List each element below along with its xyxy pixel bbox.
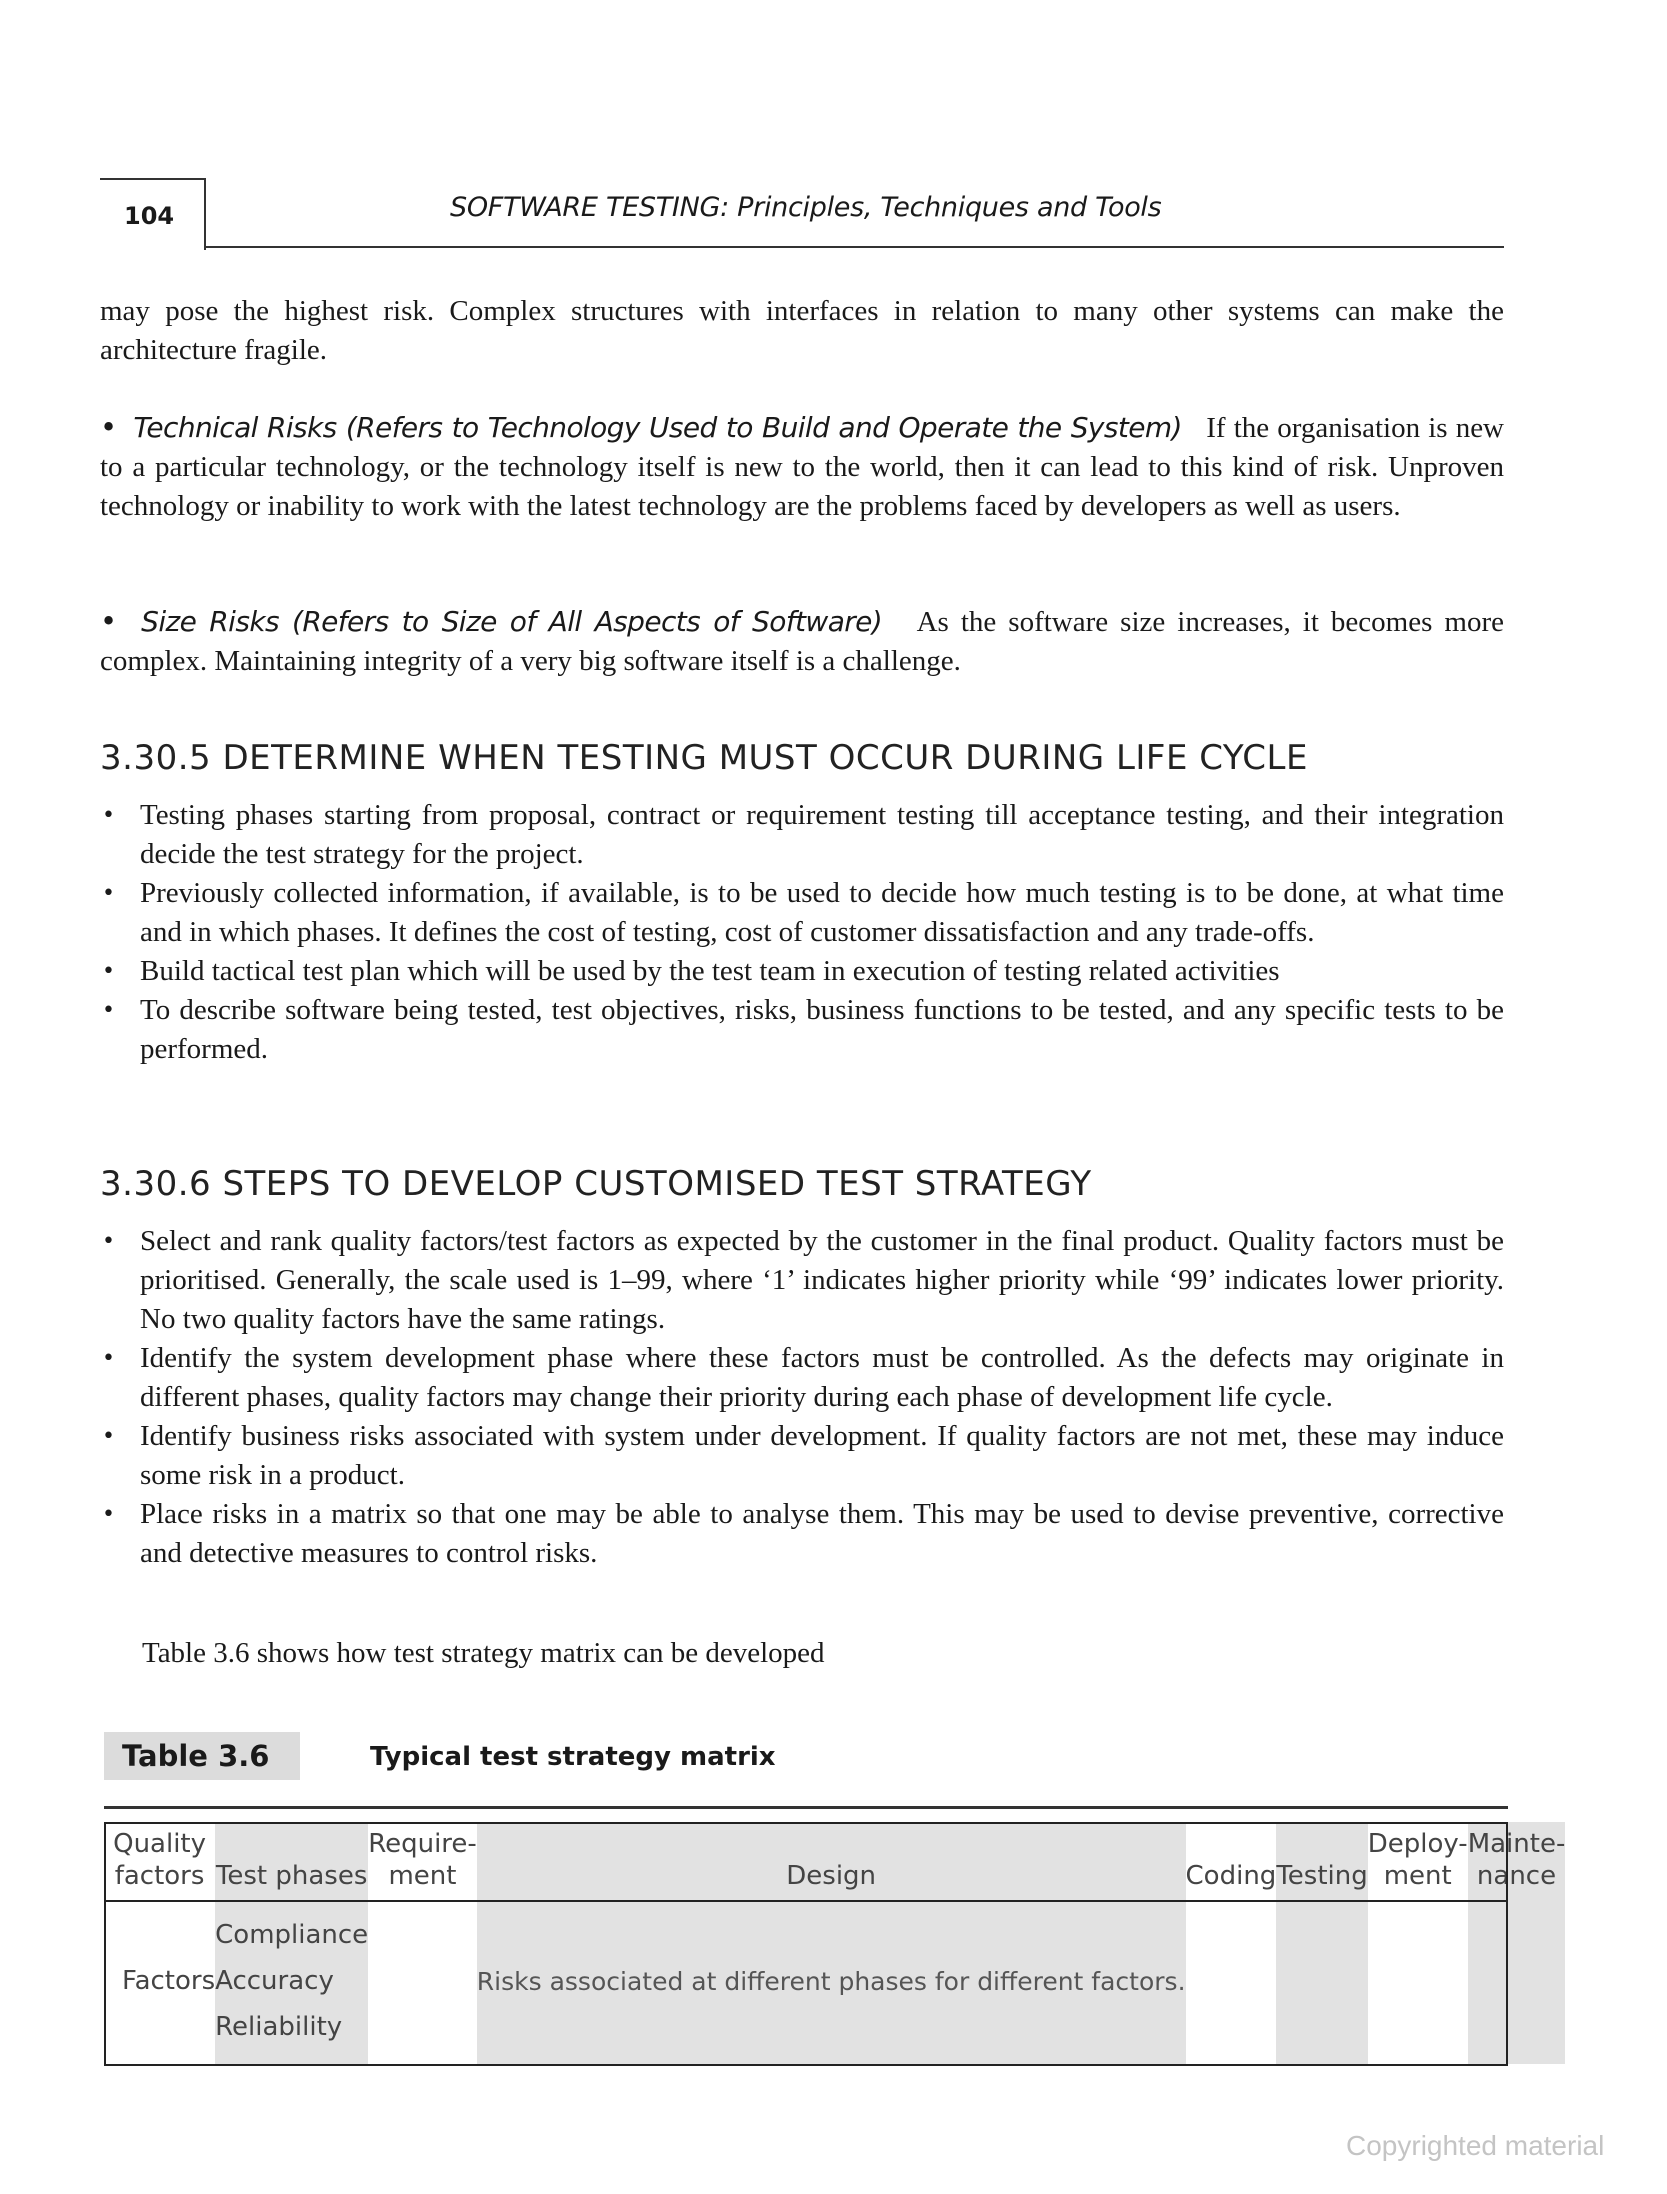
table-label: Table 3.6 xyxy=(104,1732,300,1780)
risk-item-text: As the software size increases, it becomes more complex. Maintaining integrity of a very big software itself is a challenge. xyxy=(100,606,1504,677)
section-heading-3-30-6: 3.30.6 STEPS TO DEVELOP CUSTOMISED TEST STRATEGY xyxy=(100,1164,1092,1204)
risk-item-heading: Size Risks (Refers to Size of All Aspects of Software) xyxy=(141,605,883,638)
list-item: • To describe software being tested, test objectives, risks, business functions to be tested, and any specific tests to be performed. xyxy=(100,991,1504,1069)
table-header-row xyxy=(104,1822,1565,1898)
risk-item-technical xyxy=(100,408,1504,526)
bullet-icon: • xyxy=(100,604,118,638)
page-number-box xyxy=(100,178,206,250)
header-requirement: Require- ment xyxy=(368,1829,477,1891)
intro-paragraph: may pose the highest risk. Complex structures with interfaces in relation to many other systems can make the architecture fragile. xyxy=(100,295,1504,366)
header-test-phases: Test phases xyxy=(215,1822,368,1898)
list-item: • Previously collected information, if available, is to be used to decide how much testing is to be done, at what time and in which phases. It defines the cost of testing, cost of customer dissatisfaction and any trade-offs. xyxy=(100,874,1504,952)
risk-item-heading: Technical Risks (Refers to Technology Used to Build and Operate the System) xyxy=(133,411,1182,444)
header-testing: Testing xyxy=(1276,1822,1367,1898)
phase-item: Reliability xyxy=(215,2012,343,2042)
table-title: Typical test strategy matrix xyxy=(370,1742,776,1772)
cell-deployment xyxy=(1368,1898,1468,2064)
list-item: • Testing phases starting from proposal, contract or requirement testing till acceptance testing, and their integration decide the test strategy for the project. xyxy=(100,796,1504,874)
cell-testing xyxy=(1276,1898,1367,2064)
phase-item: Accuracy xyxy=(215,1966,334,1996)
header-coding: Coding xyxy=(1185,1861,1277,1891)
bullet-icon: • xyxy=(100,410,118,444)
header-quality-factors: Quality factors xyxy=(113,1829,207,1891)
table-top-rule xyxy=(104,1806,1508,1809)
cell-maintenance xyxy=(1468,1898,1566,2064)
test-strategy-matrix xyxy=(104,1822,1565,2064)
cell-risk-note: Risks associated at different phases for different factors. xyxy=(477,1898,1186,2064)
running-head-rule xyxy=(204,246,1504,248)
list-item: • Identify the system development phase where these factors must be controlled. As the defects may originate in different phases, quality factors may change their priority during each phase of development life cycle. xyxy=(100,1339,1504,1417)
section-3-30-5-list xyxy=(100,796,1504,1069)
copyright-watermark: Copyrighted material xyxy=(1346,2130,1605,2161)
running-head xyxy=(100,178,1504,250)
list-item: • Build tactical test plan which will be used by the test team in execution of testing related activities xyxy=(100,952,1504,991)
list-item: • Identify business risks associated with system under development. If quality factors are not met, these may induce some risk in a product. xyxy=(100,1417,1504,1495)
running-head-title: SOFTWARE TESTING: Principles, Techniques and Tools xyxy=(450,192,1162,223)
header-maintenance: Mainte- nance xyxy=(1468,1822,1566,1898)
section-3-30-6-list xyxy=(100,1222,1504,1573)
cell-coding xyxy=(1186,1898,1277,2064)
cell-requirement xyxy=(368,1898,477,2064)
table-intro-text: Table 3.6 shows how test strategy matrix can be developed xyxy=(142,1637,825,1669)
list-item: • Place risks in a matrix so that one may be able to analyse them. This may be used to devise preventive, corrective and detective measures to control risks. xyxy=(100,1495,1504,1573)
table-row xyxy=(104,1898,1565,2064)
risk-item-text: If the organisation is new to a particular technology, or the technology itself is new to the world, then it can lead to this kind of risk. Unproven technology or inability to work with the latest technology are the problems faced by developers as well as users. xyxy=(100,412,1505,522)
table-header-rule xyxy=(104,1900,1508,1902)
risk-item-size xyxy=(100,602,1504,681)
header-design: Design xyxy=(477,1822,1186,1898)
cell-test-phases xyxy=(215,1898,368,2064)
page-number: 104 xyxy=(124,202,175,230)
phase-item: Compliance xyxy=(215,1920,369,1950)
header-deployment: Deploy- ment xyxy=(1367,1829,1468,1891)
list-item: • Select and rank quality factors/test factors as expected by the customer in the final product. Quality factors must be prioritised. Generally, the scale used is 1–99, where ‘1’ indicates higher priority while ‘99’ indicates lower priority. No two quality factors have the same ratings. xyxy=(100,1222,1504,1339)
section-heading-3-30-5: 3.30.5 DETERMINE WHEN TESTING MUST OCCUR DURING LIFE CYCLE xyxy=(100,738,1308,778)
cell-factors: Factors xyxy=(122,1966,216,1996)
